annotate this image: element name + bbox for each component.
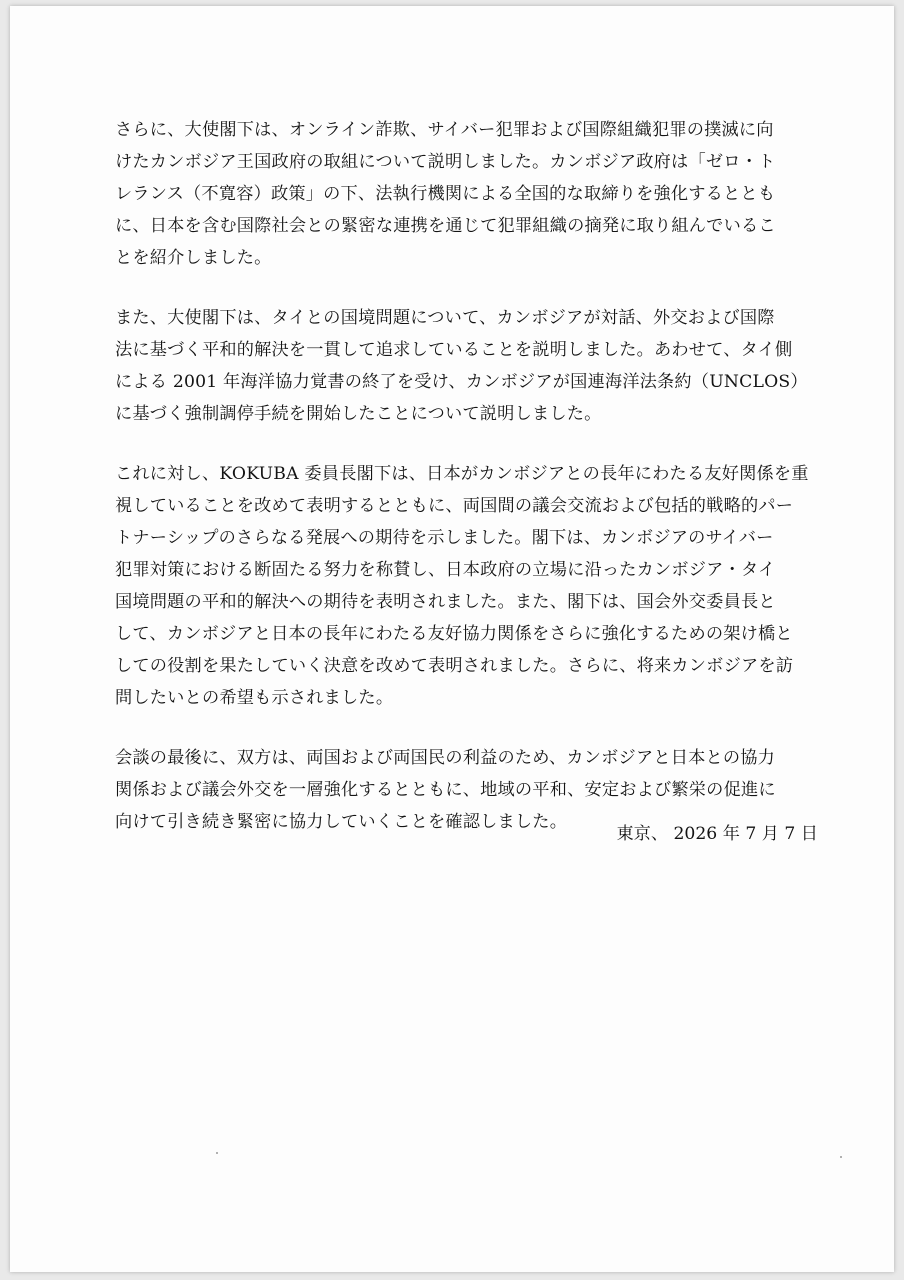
text-line: 法に基づく平和的解決を一貫して追求していることを説明しました。あわせて、タイ側	[115, 340, 793, 360]
date-signature: 東京、 2026 年 7 月 7 日	[616, 824, 818, 844]
document-page	[10, 6, 894, 1272]
paragraph-border-issue	[115, 302, 830, 430]
text-line: に基づく強制調停手続を開始したことについて説明しました。	[115, 404, 602, 424]
paragraph-cybercrime	[115, 114, 830, 274]
text-line: 犯罪対策における断固たる努力を称賛し、日本政府の立場に沿ったカンボジア・タイ	[115, 560, 776, 580]
text-line: 国境問題の平和的解決への期待を表明されました。また、閣下は、国会外交委員長と	[115, 592, 776, 612]
text-line: による 2001 年海洋協力覚書の終了を受け、カンボジアが国連海洋法条約（UNCLOS）	[115, 372, 808, 392]
text-line: レランス（不寛容）政策」の下、法執行機関による全国的な取締りを強化するととも	[115, 184, 776, 204]
text-line: けたカンボジア王国政府の取組について説明しました。カンボジア政府は「ゼロ・ト	[115, 152, 776, 172]
text-line: また、大使閣下は、タイとの国境問題について、カンボジアが対話、外交および国際	[115, 308, 775, 328]
text-line: トナーシップのさらなる発展への期待を示しました。閣下は、カンボジアのサイバー	[115, 528, 774, 548]
text-line: 向けて引き続き緊密に協力していくことを確認しました。	[115, 812, 568, 832]
text-line: 関係および議会外交を一層強化するとともに、地域の平和、安定および繁栄の促進に	[115, 780, 776, 800]
scan-speck	[216, 1152, 218, 1154]
text-line: に、日本を含む国際社会との緊密な連携を通じて犯罪組織の摘発に取り組んでいるこ	[115, 216, 776, 236]
text-line: 会談の最後に、双方は、両国および両国民の利益のため、カンボジアと日本との協力	[115, 748, 776, 768]
text-line: これに対し、KOKUBA 委員長閣下は、日本がカンボジアとの長年にわたる友好関係を重	[115, 464, 809, 484]
text-line: して、カンボジアと日本の長年にわたる友好協力関係をさらに強化するための架け橋と	[115, 624, 793, 644]
text-line: しての役割を果たしていく決意を改めて表明されました。さらに、将来カンボジアを訪	[115, 656, 794, 676]
text-line: さらに、大使閣下は、オンライン詐欺、サイバー犯罪および国際組織犯罪の撲滅に向	[115, 120, 774, 140]
text-line: 視していることを改めて表明するとともに、両国間の議会交流および包括的戦略的パー	[115, 496, 794, 516]
document-body	[115, 114, 830, 866]
text-line: とを紹介しました。	[115, 248, 272, 268]
paragraph-chairman-response	[115, 458, 830, 714]
text-line: 問したいとの希望も示されました。	[115, 688, 394, 708]
scan-speck	[840, 1156, 842, 1158]
